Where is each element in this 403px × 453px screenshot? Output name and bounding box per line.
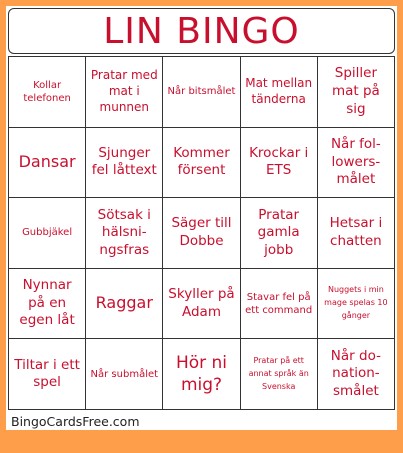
bingo-cell[interactable]: Nynnar på en egen låt xyxy=(9,269,86,340)
bingo-cell[interactable]: Tiltar i ett spel xyxy=(9,339,86,410)
bingo-cell[interactable]: Gubbjäkel xyxy=(9,198,86,269)
bingo-cell[interactable]: Krockar i ETS xyxy=(241,128,318,199)
bingo-cell[interactable]: Hör ni mig? xyxy=(163,339,240,410)
card-title: LIN BINGO xyxy=(8,8,395,54)
bingo-cell[interactable]: Pratar med mat i munnen xyxy=(86,57,163,128)
bingo-cell[interactable]: Hetsar i chatten xyxy=(318,198,395,269)
bingo-cell[interactable]: Kollar telefonen xyxy=(9,57,86,128)
bingo-cell[interactable]: Når do-nation-smålet xyxy=(318,339,395,410)
bingo-cell[interactable]: Dansar xyxy=(9,128,86,199)
bingo-cell[interactable]: Nuggets i min mage spelas 10 gånger xyxy=(318,269,395,340)
bingo-cell[interactable]: Pratar på ett annat språk än Svenska xyxy=(241,339,318,410)
bingo-grid xyxy=(8,56,395,410)
bingo-cell[interactable]: Når bitsmålet xyxy=(163,57,240,128)
bingo-cell[interactable]: Når fol-lowers-målet xyxy=(318,128,395,199)
bingo-cell[interactable]: Sötsak i hälsni-ngsfras xyxy=(86,198,163,269)
bingo-cell[interactable]: Pratar gamla jobb xyxy=(241,198,318,269)
bingo-cell[interactable]: Spiller mat på sig xyxy=(318,57,395,128)
bingo-cell[interactable]: Mat mellan tänderna xyxy=(241,57,318,128)
footer-attribution: BingoCardsFree.com xyxy=(11,414,140,429)
bingo-cell[interactable]: Säger till Dobbe xyxy=(163,198,240,269)
bingo-cell[interactable]: Raggar xyxy=(86,269,163,340)
bingo-card xyxy=(6,6,397,430)
bingo-cell[interactable]: Stavar fel på ett command xyxy=(241,269,318,340)
bingo-cell[interactable]: Kommer försent xyxy=(163,128,240,199)
bingo-cell[interactable]: Når submålet xyxy=(86,339,163,410)
bingo-cell[interactable]: Sjunger fel låttext xyxy=(86,128,163,199)
bingo-cell[interactable]: Skyller på Adam xyxy=(163,269,240,340)
